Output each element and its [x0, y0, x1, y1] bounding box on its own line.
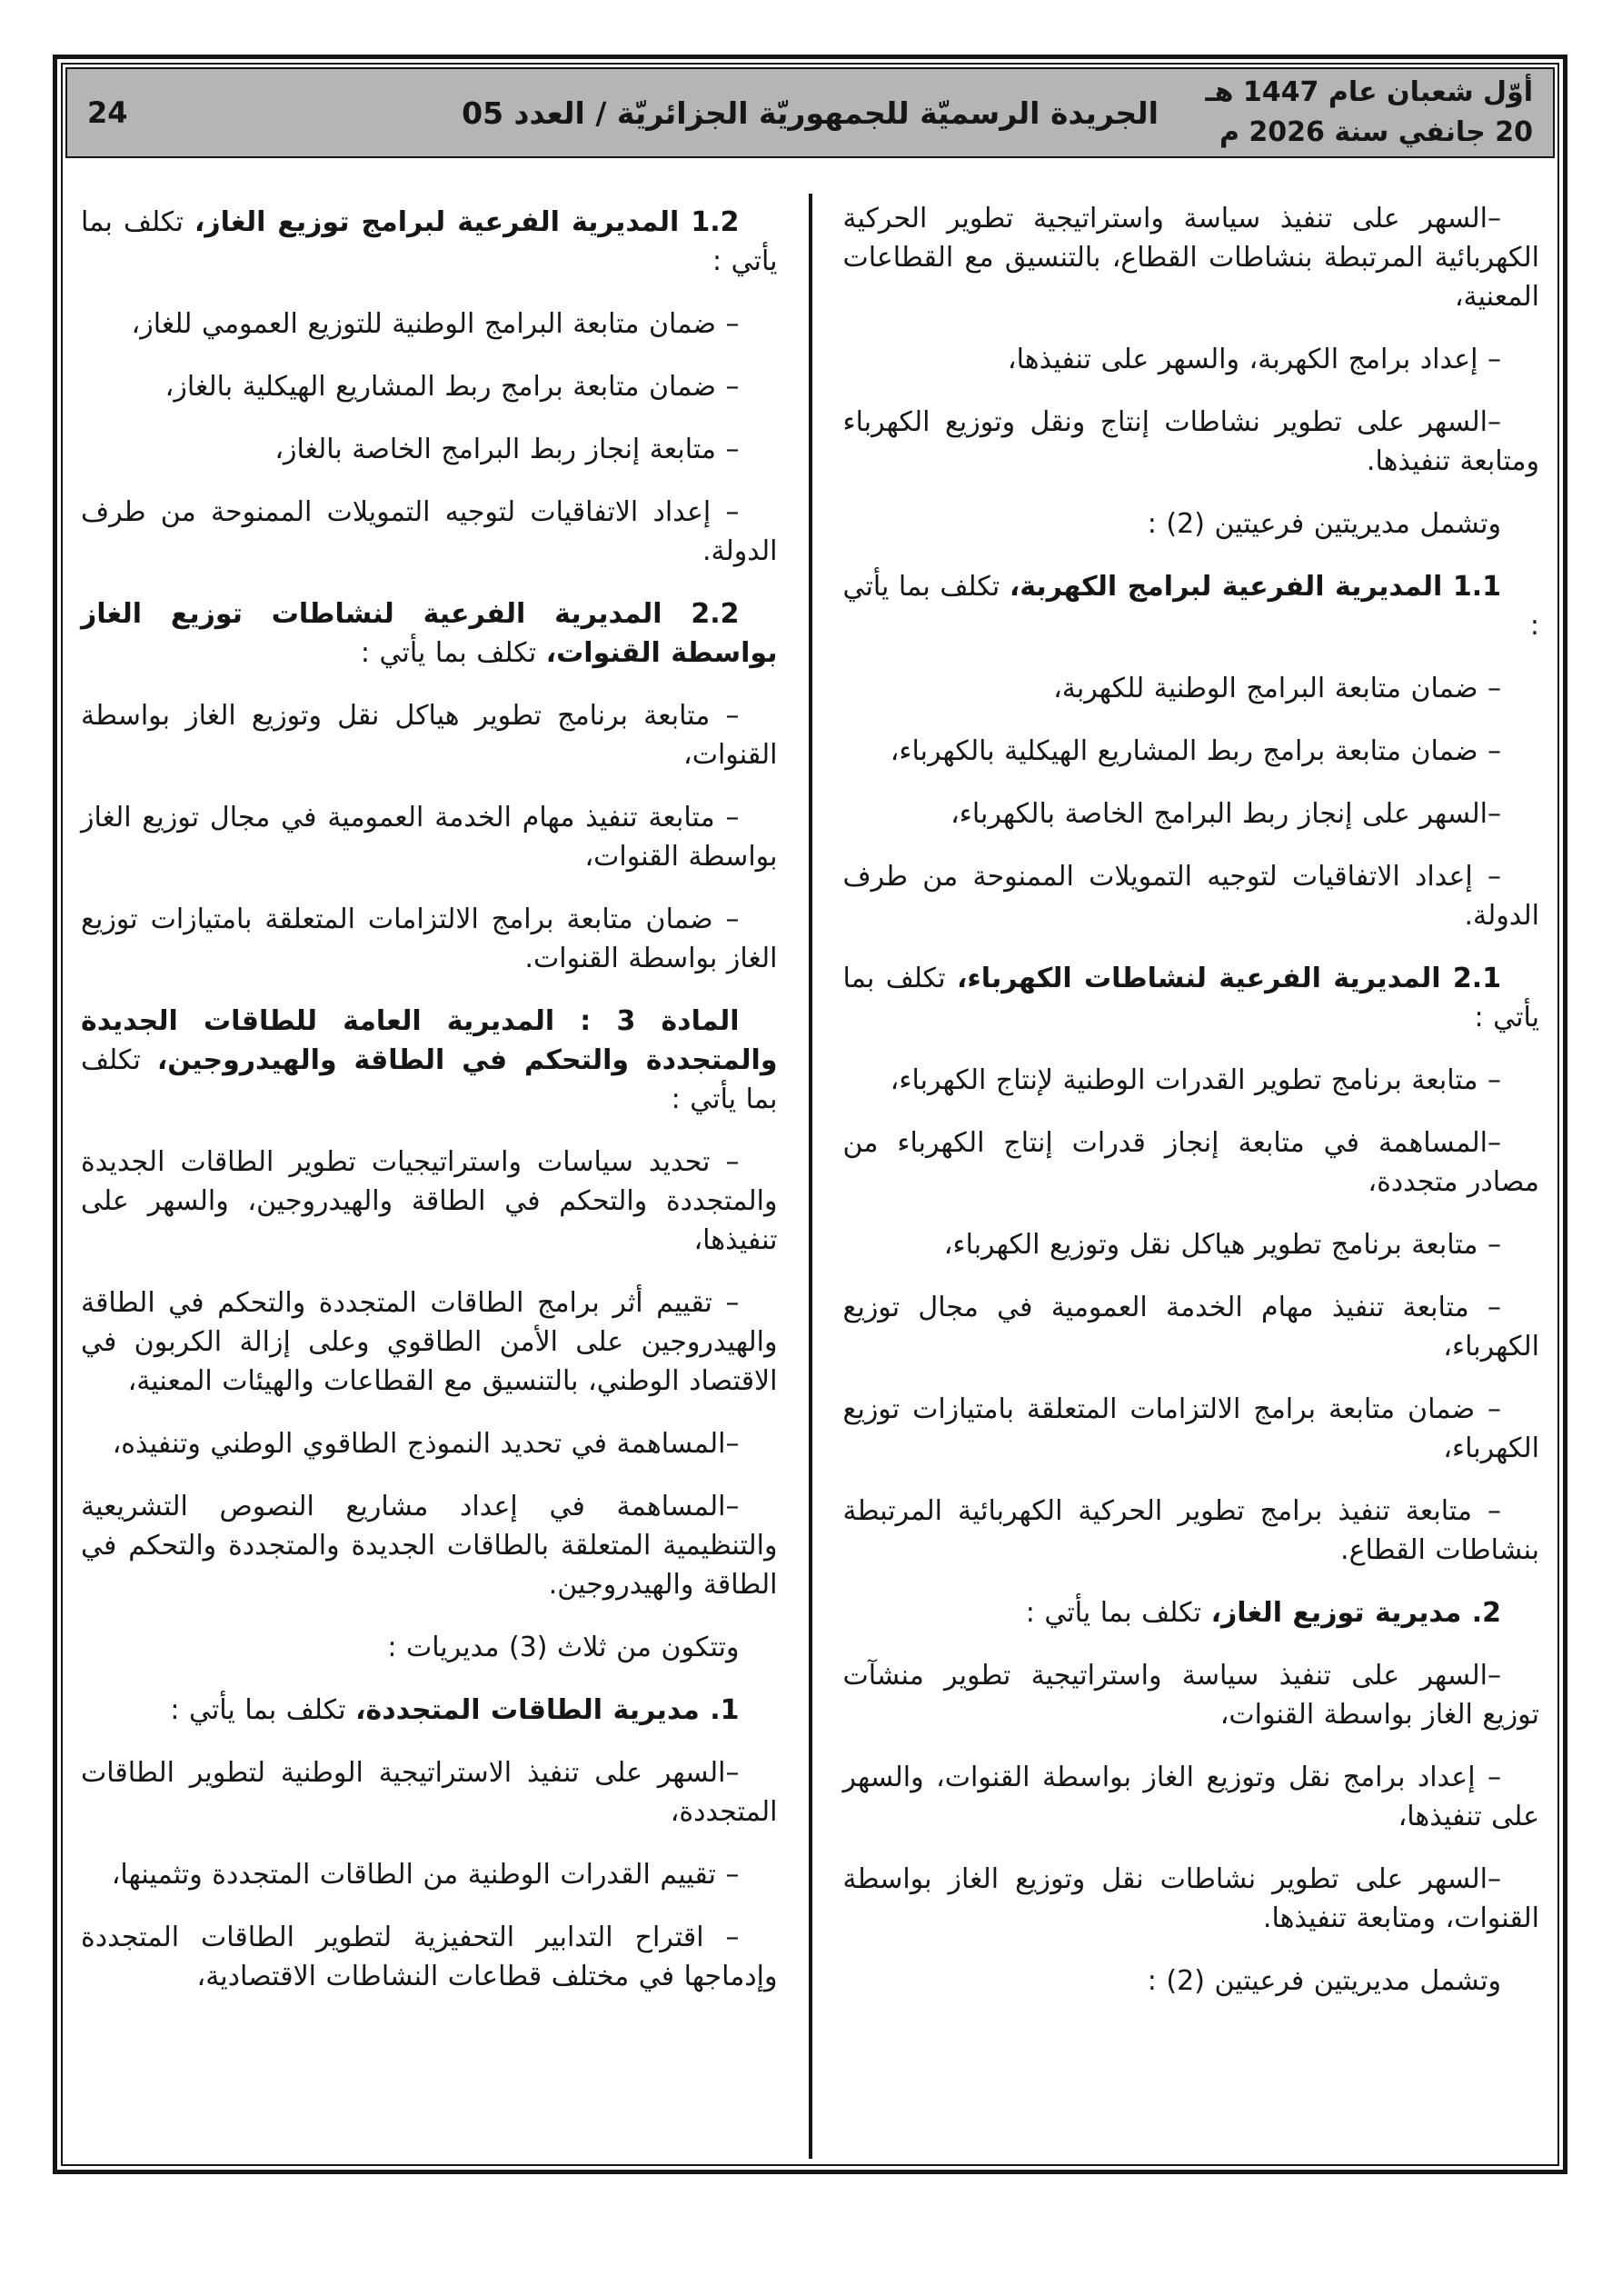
header-dates	[1186, 73, 1533, 153]
list-item: – متابعة برنامج تطوير هياكل نقل وتوزيع الغاز بواسطة القنوات،	[81, 700, 778, 771]
list-item: – متابعة تنفيذ مهام الخدمة العمومية في مجال توزيع الغاز بواسطة القنوات،	[81, 802, 778, 873]
list-item: – ضمان متابعة برامج الالتزامات المتعلقة بامتيازات توزيع الكهرباء،	[842, 1393, 1539, 1464]
list-item: –المساهمة في تحديد النموذج الطاقوي الوطني وتنفيذه،	[112, 1428, 740, 1460]
list-item: –السهر على تطوير نشاطات نقل وتوزيع الغاز بواسطة القنوات، ومتابعة تنفيذها.	[842, 1863, 1539, 1934]
list-item: – إعداد الاتفاقيات لتوجيه التمويلات الممنوحة من طرف الدولة.	[81, 496, 778, 567]
list-item: – متابعة برنامج تطوير هياكل نقل وتوزيع الكهرباء،	[943, 1229, 1501, 1261]
list-item: – تحديد سياسات واستراتيجيات تطوير الطاقات الجديدة والمتجددة والتحكم في الطاقة والهيدروجين، والسهر على تنفيذها،	[81, 1146, 778, 1256]
list-item: – إعداد الاتفاقيات لتوجيه التمويلات الممنوحة من طرف الدولة.	[842, 861, 1539, 932]
section-heading: 1. مديرية الطاقات المتجددة، تكلف بما يأتي :	[170, 1694, 740, 1726]
list-item: – ضمان متابعة برامج ربط المشاريع الهيكلية بالكهرباء،	[890, 735, 1501, 767]
list-item: –السهر على إنجاز ربط البرامج الخاصة بالكهرباء،	[950, 798, 1501, 830]
list-item: – ضمان متابعة برامج ربط المشاريع الهيكلية بالغاز،	[164, 371, 740, 403]
list-item: –السهر على تنفيذ سياسة واستراتيجية تطوير الحركية الكهربائية المرتبطة بنشاطات القطاع، بالتنسيق مع القطاعات المعنية،	[842, 203, 1539, 313]
list-item: – اقتراح التدابير التحفيزية لتطوير الطاقات المتجددة وإدماجها في مختلف قطاعات النشاطات الاقتصادية،	[81, 1922, 778, 1992]
paragraph: وتشمل مديريتين فرعيتين (2) :	[1147, 1965, 1501, 1997]
page-frame-outer	[53, 55, 1567, 2174]
paragraph: وتشمل مديريتين فرعيتين (2) :	[1147, 508, 1501, 540]
section-heading: 2.2 المديرية الفرعية لنشاطات توزيع الغاز بواسطة القنوات، تكلف بما يأتي :	[81, 598, 778, 669]
page-header	[65, 67, 1555, 158]
date-gregorian: 20 جانفي سنة 2026 م	[1219, 116, 1533, 148]
list-item: –المساهمة في إعداد مشاريع النصوص التشريعية والتنظيمية المتعلقة بالطاقات الجديدة والمتجددة والتحكم في الطاقة والهيدروجين.	[81, 1491, 778, 1601]
column-left	[63, 199, 811, 2164]
paragraph: وتتكون من ثلاث (3) مديريات :	[387, 1632, 740, 1663]
list-item: – ضمان متابعة برامج الالتزامات المتعلقة بامتيازات توزيع الغاز بواسطة القنوات.	[81, 903, 778, 974]
list-item: – متابعة برنامج تطوير القدرات الوطنية لإنتاج الكهرباء،	[890, 1064, 1501, 1096]
journal-title: الجريدة الرسميّة للجمهوريّة الجزائريّة / العدد 05	[462, 95, 1159, 131]
column-right	[811, 199, 1558, 2164]
list-item: – متابعة تنفيذ مهام الخدمة العمومية في مجال توزيع الكهرباء،	[842, 1292, 1539, 1363]
list-item: – إعداد برامج الكهربة، والسهر على تنفيذها،	[1007, 344, 1501, 375]
date-hijri: أوّل شعبان عام 1447 هـ	[1205, 76, 1533, 108]
list-item: –السهر على تنفيذ سياسة واستراتيجية تطوير منشآت توزيع الغاز بواسطة القنوات،	[842, 1660, 1539, 1731]
list-item: – متابعة إنجاز ربط البرامج الخاصة بالغاز،	[274, 434, 740, 465]
section-heading: المادة 3 : المديرية العامة للطاقات الجديدة والمتجددة والتحكم في الطاقة والهيدروجين، تكلف بما يأتي :	[81, 1005, 778, 1115]
list-item: – ضمان متابعة البرامج الوطنية للتوزيع العمومي للغاز،	[131, 308, 740, 340]
page-frame-inner	[61, 63, 1559, 2166]
section-heading: 2. مديرية توزيع الغاز، تكلف بما يأتي :	[1025, 1597, 1501, 1629]
list-item: – إعداد برامج نقل وتوزيع الغاز بواسطة القنوات، والسهر على تنفيذها،	[842, 1762, 1539, 1832]
list-item: –السهر على تنفيذ الاستراتيجية الوطنية لتطوير الطاقات المتجددة،	[81, 1757, 778, 1828]
page-number: 24	[87, 95, 128, 130]
section-heading: 1.2 المديرية الفرعية لبرامج توزيع الغاز، تكلف بما يأتي :	[81, 206, 778, 277]
list-item: –المساهمة في متابعة إنجاز قدرات إنتاج الكهرباء من مصادر متجددة،	[842, 1127, 1539, 1198]
section-heading: 1.1 المديرية الفرعية لبرامج الكهربة، تكلف بما يأتي :	[842, 571, 1539, 642]
content-columns	[63, 161, 1557, 2164]
list-item: – متابعة تنفيذ برامج تطوير الحركية الكهربائية المرتبطة بنشاطات القطاع.	[842, 1495, 1539, 1566]
list-item: – تقييم أثر برامج الطاقات المتجددة والتحكم في الطاقة والهيدروجين على الأمن الطاقوي وعلى إزالة الكربون في الاقتصاد الوطني، بالتنسيق مع القطاعات والهيئات المعنية،	[81, 1287, 778, 1397]
section-heading: 2.1 المديرية الفرعية لنشاطات الكهرباء، تكلف بما يأتي :	[842, 963, 1539, 1033]
list-item: – ضمان متابعة البرامج الوطنية للكهربة،	[1053, 673, 1501, 704]
list-item: – تقييم القدرات الوطنية من الطاقات المتجددة وتثمينها،	[111, 1859, 740, 1891]
list-item: –السهر على تطوير نشاطات إنتاج ونقل وتوزيع الكهرباء ومتابعة تنفيذها.	[842, 406, 1539, 477]
